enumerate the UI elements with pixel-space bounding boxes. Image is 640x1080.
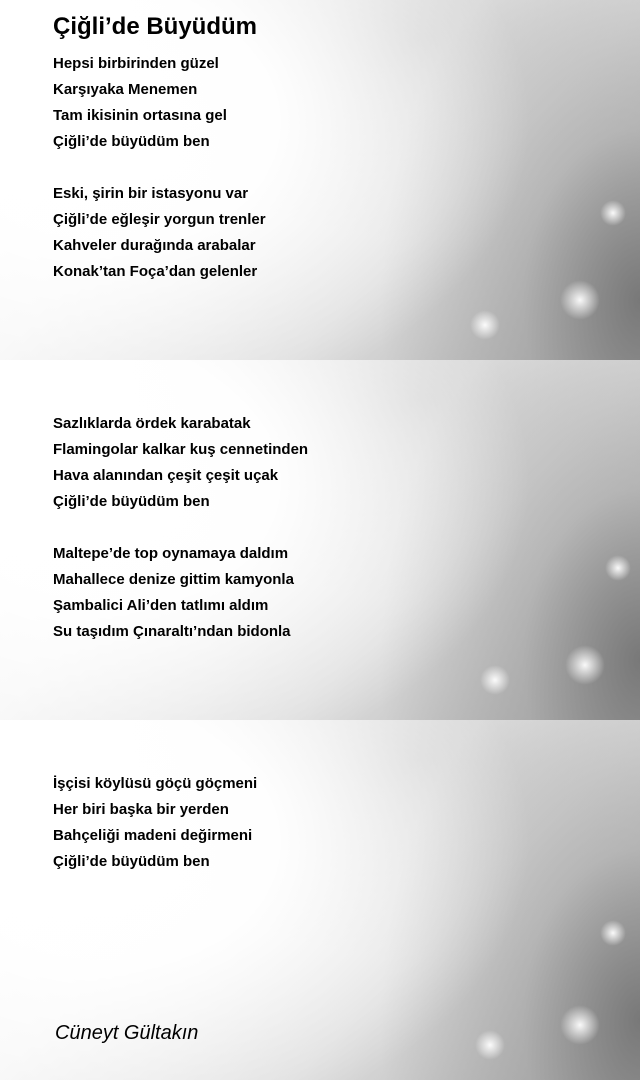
verse-line: Maltepe’de top oynamaya daldım xyxy=(53,545,289,562)
poem-panel-1 xyxy=(0,0,640,360)
verse-line: Tam ikisinin ortasına gel xyxy=(53,107,227,124)
author-name: Cüneyt Gültakın xyxy=(55,1022,199,1044)
stanza-3 xyxy=(53,411,308,515)
verse-line: Çiğli’de büyüdüm ben xyxy=(53,853,210,870)
verse-line: Her biri başka bir yerden xyxy=(53,801,229,818)
verse-line: Hava alanından çeşit çeşit uçak xyxy=(53,467,279,484)
verse-line: İşçisi köylüsü göçü göçmeni xyxy=(53,775,258,792)
stanza-4 xyxy=(53,541,294,645)
poem-panel-3 xyxy=(0,720,640,1080)
verse-line: Bahçeliği madeni değirmeni xyxy=(53,827,253,844)
verse-line: Konak’tan Foça’dan gelenler xyxy=(53,263,258,280)
verse-line: Çiğli’de büyüdüm ben xyxy=(53,133,210,150)
poem-panel-2 xyxy=(0,360,640,720)
stanza-2 xyxy=(53,181,266,285)
verse-line: Çiğli’de eğleşir yorgun trenler xyxy=(53,211,266,228)
verse-line: Kahveler durağında arabalar xyxy=(53,237,256,254)
verse-line: Flamingolar kalkar kuş cennetinden xyxy=(53,441,309,458)
verse-line: Şambalici Ali’den tatlımı aldım xyxy=(53,597,269,614)
stanza-5 xyxy=(53,771,257,875)
verse-line: Hepsi birbirinden güzel xyxy=(53,55,219,72)
stanza-1 xyxy=(53,51,227,155)
verse-line: Karşıyaka Menemen xyxy=(53,81,198,98)
verse-line: Su taşıdım Çınaraltı’ndan bidonla xyxy=(53,623,291,640)
verse-line: Sazlıklarda ördek karabatak xyxy=(53,415,251,432)
poem-title: Çiğli’de Büyüdüm xyxy=(53,13,257,40)
verse-line: Çiğli’de büyüdüm ben xyxy=(53,493,210,510)
verse-line: Eski, şirin bir istasyonu var xyxy=(53,185,249,202)
verse-line: Mahallece denize gittim kamyonla xyxy=(53,571,294,588)
